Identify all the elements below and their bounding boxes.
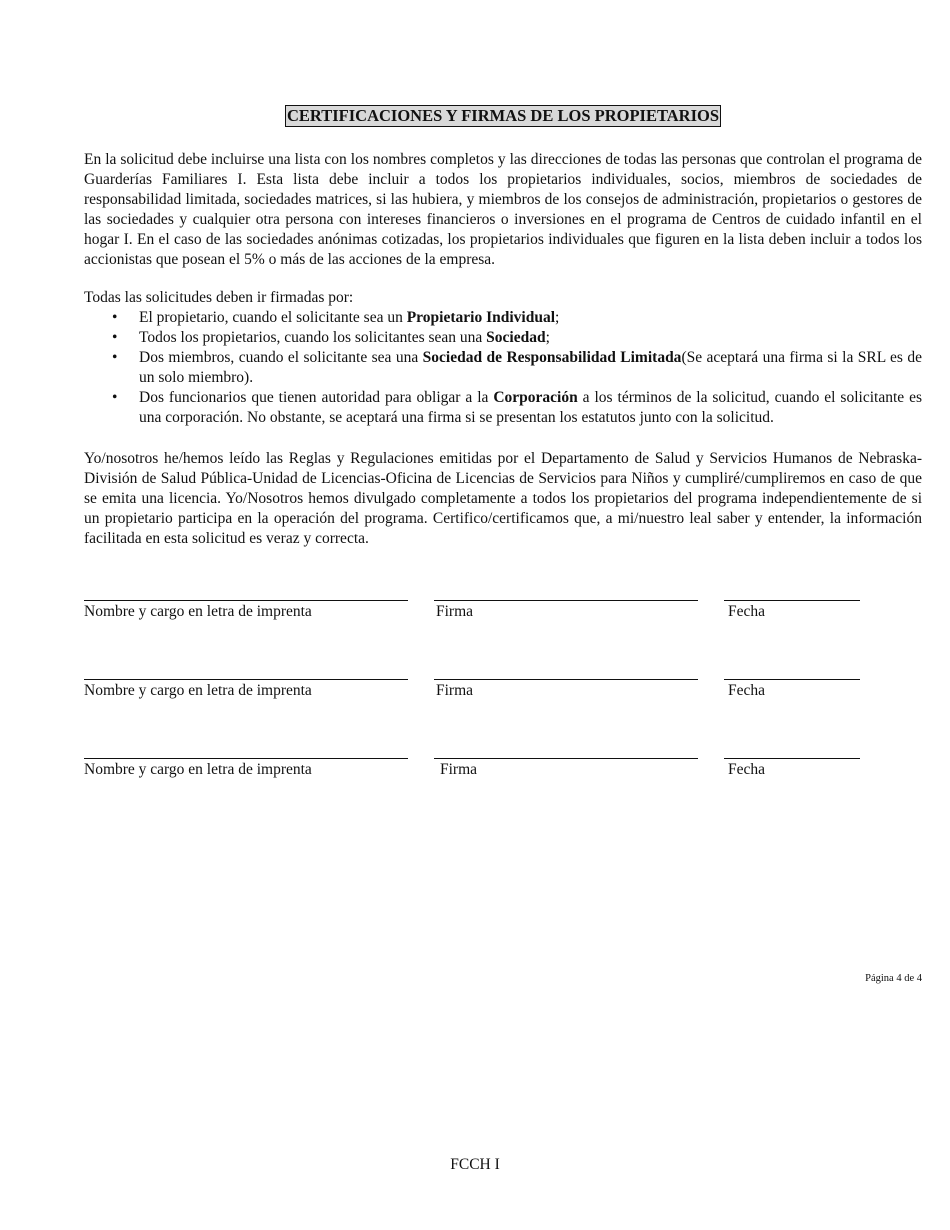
footer-form-id: FCCH I (450, 1156, 500, 1173)
list-item-text: Todos los propietarios, cuando los solicitantes sean una (139, 329, 487, 346)
date-line[interactable] (724, 667, 860, 680)
date-line[interactable] (724, 746, 860, 759)
list-item-bold: Corporación (493, 389, 578, 406)
date-label: Fecha (728, 682, 766, 699)
intro-paragraph: En la solicitud debe incluirse una lista con los nombres completos y las direcciones de todas las personas que controlan el programa de Guarderías Familiares I. Esta lista debe incluir a todos los propietarios individuales, socios, miembros de sociedades de responsabilidad limitada, sociedades matrices, si las hubiera, y miembros de los consejos de administración, propietarios o gestores de las sociedades y cualquier otra persona con intereses financieros o inversiones en el programa de Centros de cuidado infantil en el hogar I. En el caso de las sociedades anónimas cotizadas, los propietarios individuales que figuren en la lista deben incluir a todos los accionistas que posean el 5% o más de las acciones de la empresa. (84, 151, 922, 268)
date-line[interactable] (724, 588, 860, 601)
signature-line[interactable] (434, 588, 698, 601)
list-item-text: ; (555, 309, 560, 326)
date-label: Fecha (728, 603, 766, 620)
list-item-text: ; (545, 329, 550, 346)
bullet-icon: • (112, 349, 118, 366)
name-line[interactable] (84, 746, 408, 759)
list-item (84, 388, 922, 428)
signature-line[interactable] (434, 667, 698, 680)
name-label: Nombre y cargo en letra de imprenta (84, 603, 312, 620)
list-item-text: El propietario, cuando el solicitante sea un (139, 309, 407, 326)
signature-row (84, 667, 922, 707)
bullet-icon: • (112, 389, 118, 406)
title-wrap (84, 105, 922, 127)
page-title: CERTIFICACIONES Y FIRMAS DE LOS PROPIETARIOS (287, 106, 719, 125)
signature-line[interactable] (434, 746, 698, 759)
list-item-text: a los términos de la solicitud, cuando el solicitante es una corporación. No obstante, se aceptará una firma si se presentan los estatutos junto con la solicitud. (139, 389, 922, 426)
signature-row (84, 588, 922, 628)
list-item-text: Dos funcionarios que tienen autoridad para obligar a la (139, 389, 494, 406)
name-line[interactable] (84, 667, 408, 680)
signature-label: Firma (436, 682, 474, 699)
name-label: Nombre y cargo en letra de imprenta (84, 682, 312, 699)
signature-row (84, 746, 922, 786)
page-number: Página 4 de 4 (865, 973, 922, 984)
signers-list (84, 308, 922, 428)
list-item-bold: Sociedad de Responsabilidad Limitada (422, 349, 682, 366)
name-label: Nombre y cargo en letra de imprenta (84, 761, 312, 778)
list-item-text: Dos miembros, cuando el solicitante sea una (139, 349, 423, 366)
signature-label: Firma (436, 603, 474, 620)
bullet-icon: • (112, 309, 118, 326)
date-label: Fecha (728, 761, 766, 778)
list-item (84, 328, 922, 348)
bullet-icon: • (112, 329, 118, 346)
list-item-bold: Propietario Individual (406, 309, 555, 326)
certification-paragraph: Yo/nosotros he/hemos leído las Reglas y Regulaciones emitidas por el Departamento de Salud y Servicios Humanos de Nebraska-División de Salud Pública-Unidad de Licencias-Oficina de Licencias de Servicios para Niños y cumpliré/cumpliremos en caso de que se emita una licencia. Yo/Nosotros hemos divulgado completamente a todos los propietarios del programa independientemente de si un propietario participa en la operación del programa. Certifico/certificamos que, a mi/nuestro leal saber y entender, la información facilitada en esta solicitud es veraz y correcta. (84, 450, 922, 547)
list-item-bold: Sociedad (486, 329, 546, 346)
signers-intro: Todas las solicitudes deben ir firmadas por: (84, 289, 354, 306)
name-line[interactable] (84, 588, 408, 601)
list-item (84, 348, 922, 388)
list-item-text: (Se aceptará una firma si la SRL es de un solo miembro). (139, 349, 923, 386)
signature-label: Firma (440, 761, 478, 778)
list-item (84, 308, 922, 328)
